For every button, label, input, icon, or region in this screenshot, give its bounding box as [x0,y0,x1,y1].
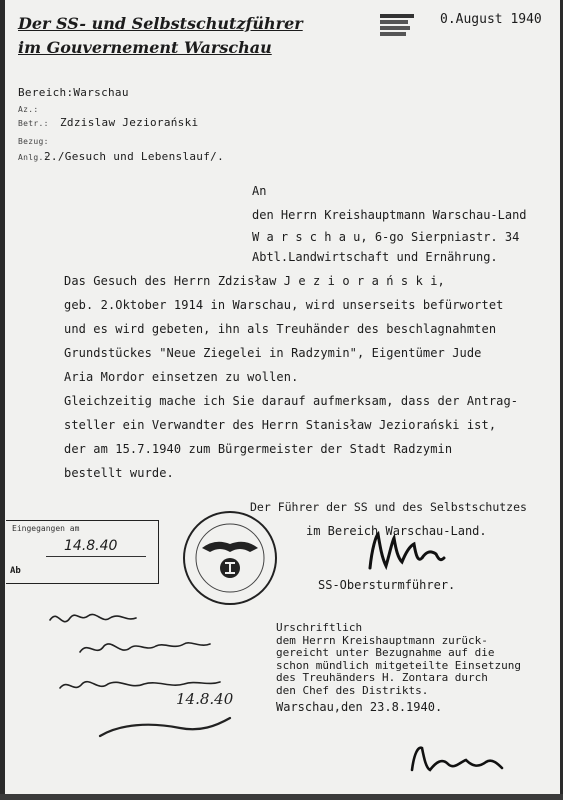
letterhead-line1: Der SS- und Selbstschutzführer [18,14,303,33]
body-line: Das Gesuch des Herrn Zdzisław J e z i o r a ń s k i, [64,274,445,288]
forwarding-line: Urschriftlich [276,621,363,634]
address-line3: Abtl.Landwirtschaft und Ernährung. [252,250,498,264]
forwarding-note [276,622,521,697]
body-line: Aria Mordor einsetzen zu wollen. [64,370,299,384]
letterhead-line2: im Gouvernement Warschau [18,38,272,57]
body-line: der am 15.7.1940 zum Bürgermeister der Stadt Radzymin [64,442,453,456]
scan-edge-left [0,0,5,800]
forwarding-line: gereicht unter Bezugnahme auf die [276,646,495,659]
forwarding-line: den Chef des Distrikts. [276,683,429,697]
bezug-label: Bezug: [18,137,49,146]
address-line1: den Herrn Kreishauptmann Warschau-Land [252,208,527,222]
body-line: Grundstückes "Neue Ziegelei in Radzymin", Eigentümer Jude [64,346,482,360]
small-header-stamp [380,14,414,36]
forwarding-line: des Treuhänders H. Zontara durch [276,671,488,684]
betr-value: Zdzislaw Jeziorański [60,116,199,129]
body-line: bestellt wurde. [64,466,174,480]
received-stamp-label: Eingegangen am [12,524,80,533]
field-betr [18,116,198,129]
body-line: und es wird gebeten, ihn als Treuhänder des beschlagnahmten [64,322,497,336]
betr-label: Betr.: [18,119,49,128]
handwritten-signature-bottom [406,740,506,780]
received-stamp-date: 14.8.40 [64,538,118,554]
handwritten-note [40,600,240,750]
address-an: An [252,184,267,198]
address-line2: W a r s c h a u, 6-go Sierpniastr. 34 [252,230,520,244]
signature-rank: SS-Obersturmführer. [318,578,456,592]
document-date: 0.August 1940 [440,12,542,27]
anlg-label: Anlg.: [18,153,49,162]
handwritten-note-date: 14.8.40 [176,690,234,708]
received-stamp [6,520,161,590]
az-label: Az.: [18,105,39,114]
field-bereich [18,86,129,99]
received-stamp-ab: Ab [10,566,21,576]
body-line: steller ein Verwandter des Herrn Stanisław Jeziorański ist, [64,418,497,432]
field-bezug [18,134,60,147]
body-line: Gleichzeitig mache ich Sie darauf aufmerksam, dass der Antrag- [64,394,519,408]
forwarding-line: dem Herrn Kreishauptmann zurück- [276,633,488,647]
official-seal-icon [180,508,280,608]
signature-title-line2: im Bereich Warschau-Land. [306,524,487,538]
forwarding-date: Warschau,den 23.8.1940. [276,700,443,714]
forwarding-line: schon mündlich mitgeteilte Einsetzung [276,658,522,672]
body-line: geb. 2.Oktober 1914 in Warschau, wird unserseits befürwortet [64,298,504,312]
anlg-value: 2./Gesuch und Lebenslauf/. [44,150,224,163]
field-az [18,102,60,115]
bereich-value: Bereich:Warschau [18,86,129,99]
scan-edge-bottom [0,794,563,800]
signature-title-line1: Der Führer der SS und des Selbstschutzes [250,500,527,514]
field-anlg [18,150,224,163]
handwritten-signature [366,528,446,576]
